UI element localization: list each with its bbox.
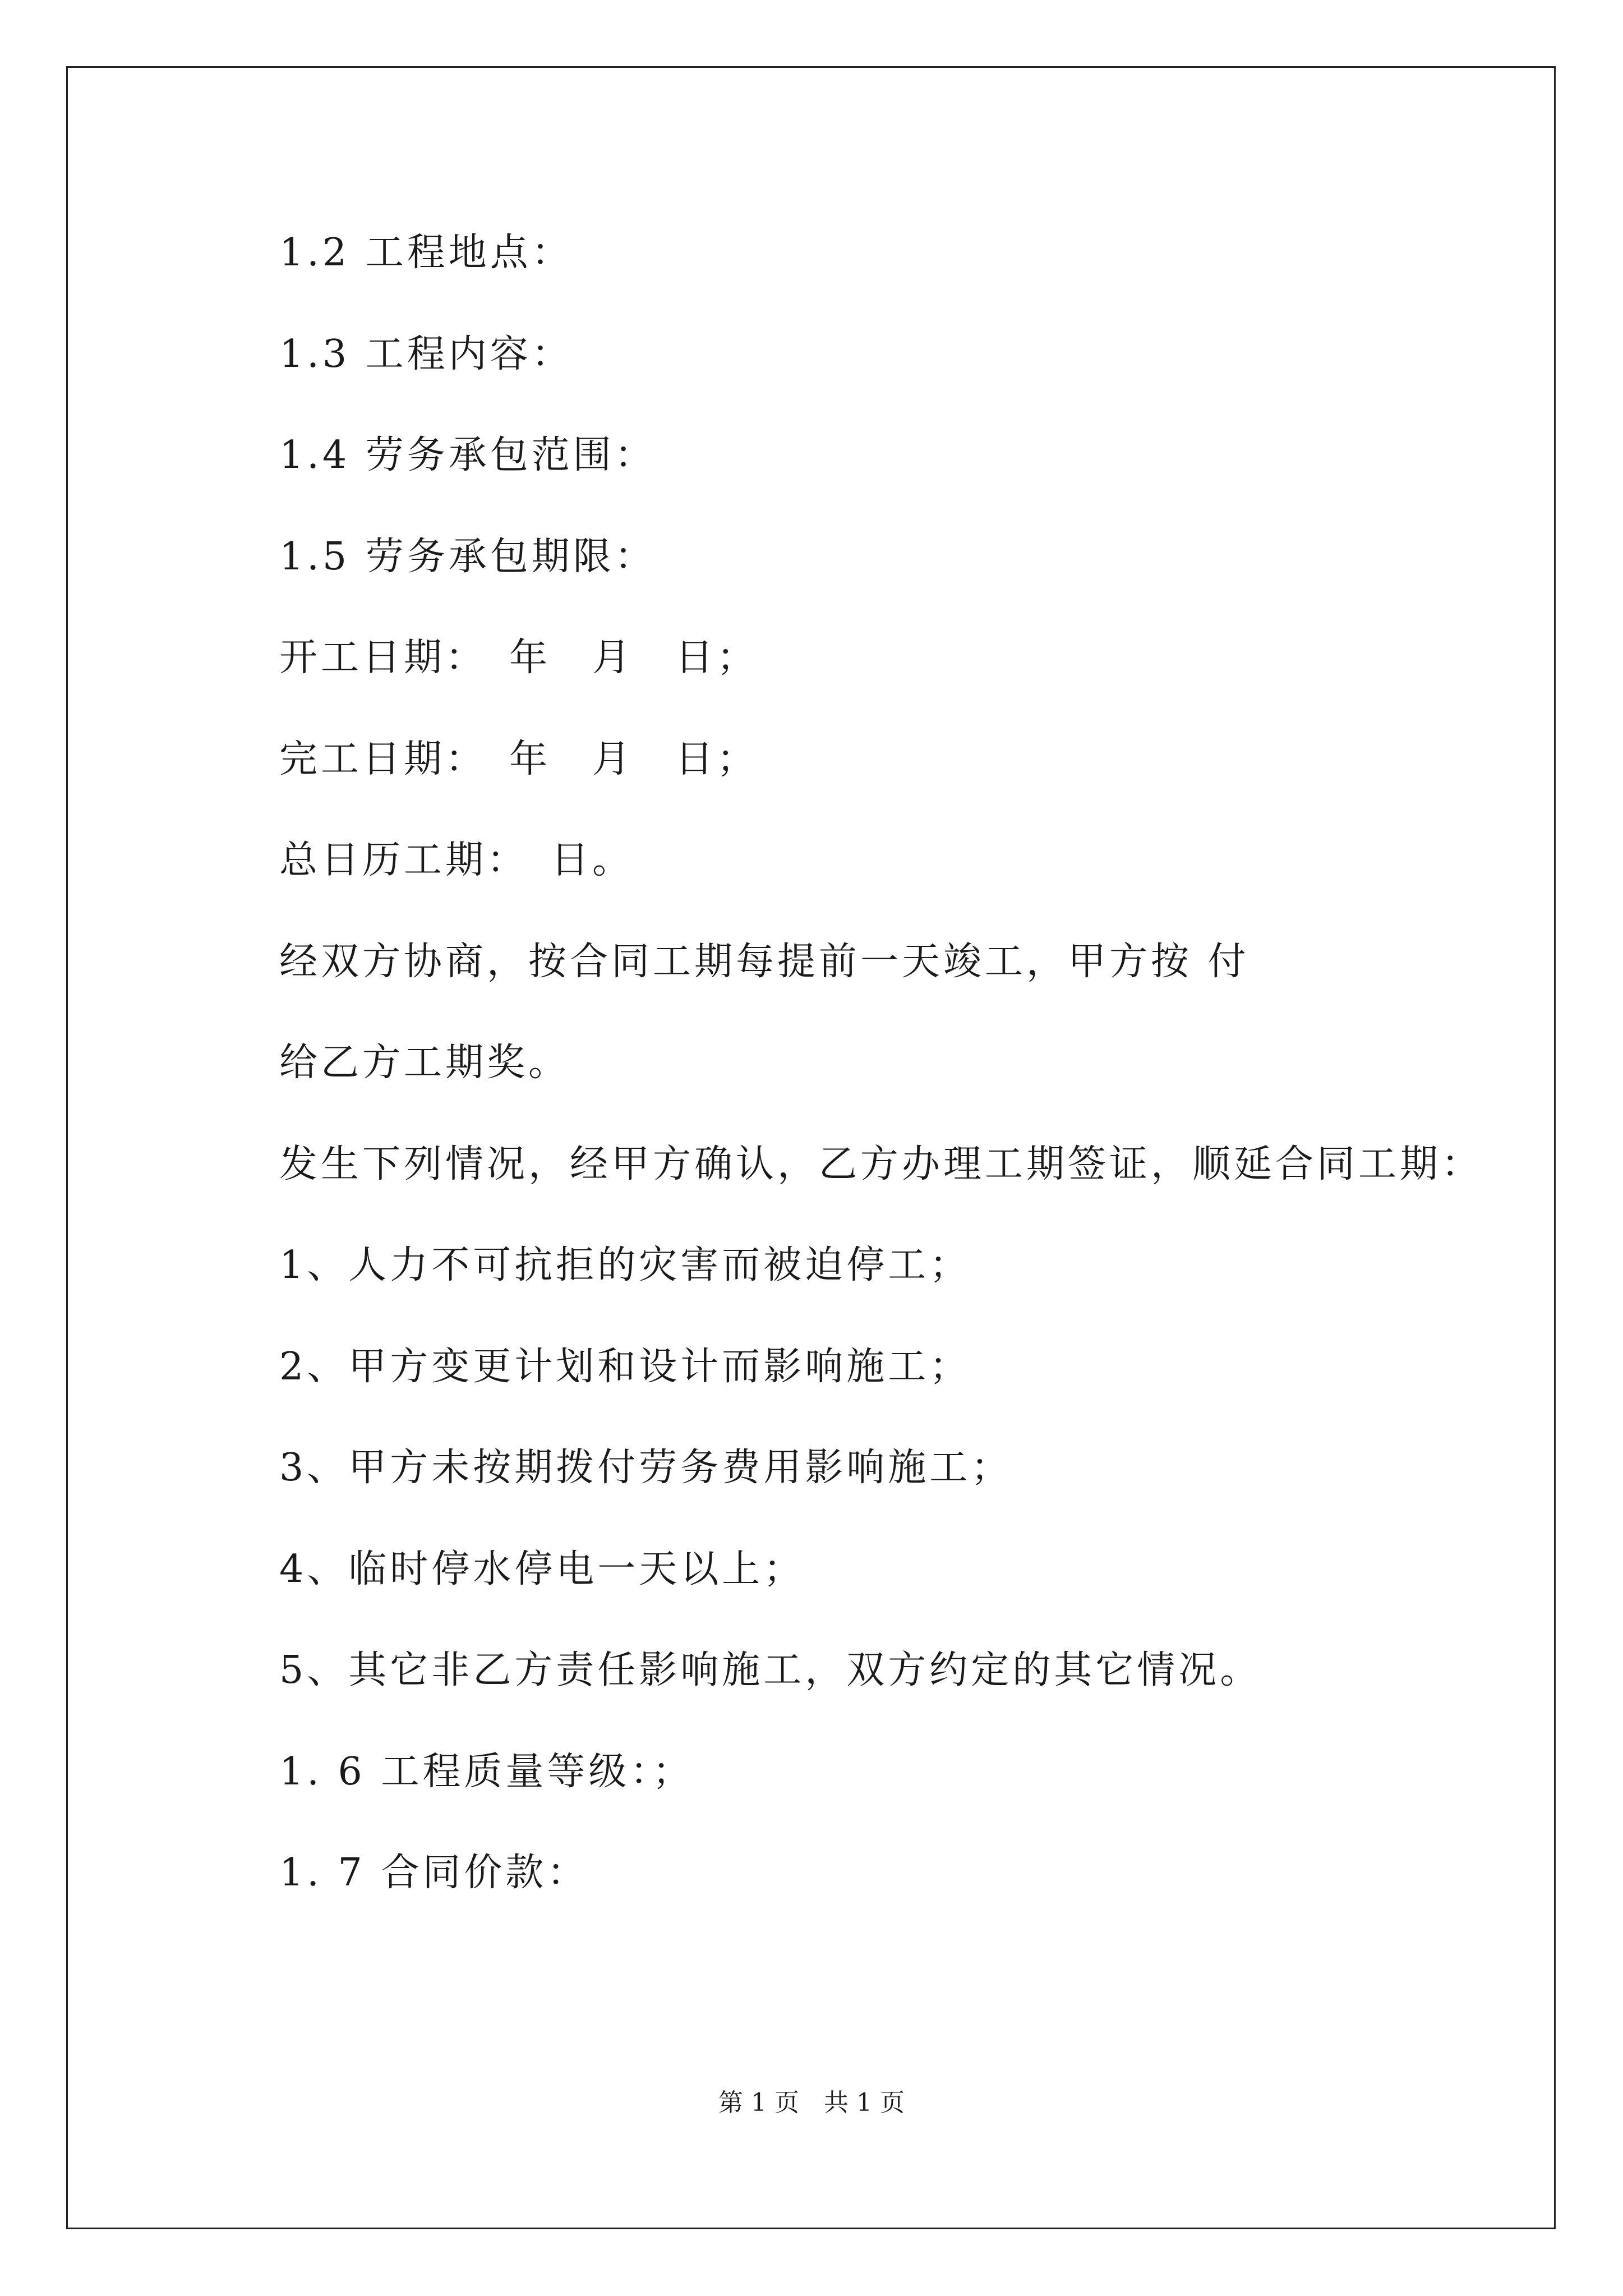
text-line: 1. 6 工程质量等级：；: [279, 1750, 694, 1794]
text-line: 1.2 工程地点：: [279, 231, 573, 275]
text-line: 1.5 劳务承包期限：: [279, 535, 656, 579]
text-line: 2、甲方变更计划和设计而影响施工；: [279, 1345, 971, 1389]
text-line: 发生下列情况，经甲方确认，乙方办理工期签证，顺延合同工期：: [279, 1142, 1483, 1186]
text-line: 完工日期： 年 月 日；: [279, 737, 759, 781]
text-line: 3、甲方未按期拨付劳务费用影响施工；: [279, 1446, 1013, 1490]
text-line: 总日历工期： 日。: [279, 838, 634, 882]
text-line: 开工日期： 年 月 日；: [279, 636, 759, 680]
text-line: 1. 7 合同价款：: [279, 1851, 589, 1895]
text-line: 经双方协商，按合同工期每提前一天竣工，甲方按 付: [279, 940, 1249, 984]
text-line: 1.3 工程内容：: [279, 332, 573, 376]
text-line: 4、临时停水停电一天以上；: [279, 1547, 805, 1591]
text-line: 1.4 劳务承包范围：: [279, 433, 656, 477]
page-number-footer: 第 1 页 共 1 页: [718, 2088, 905, 2117]
text-line: 给乙方工期奖。: [279, 1041, 570, 1085]
text-line: 5、其它非乙方责任影响施工，双方约定的其它情况。: [279, 1648, 1262, 1692]
text-line: 1、人力不可抗拒的灾害而被迫停工；: [279, 1243, 971, 1287]
